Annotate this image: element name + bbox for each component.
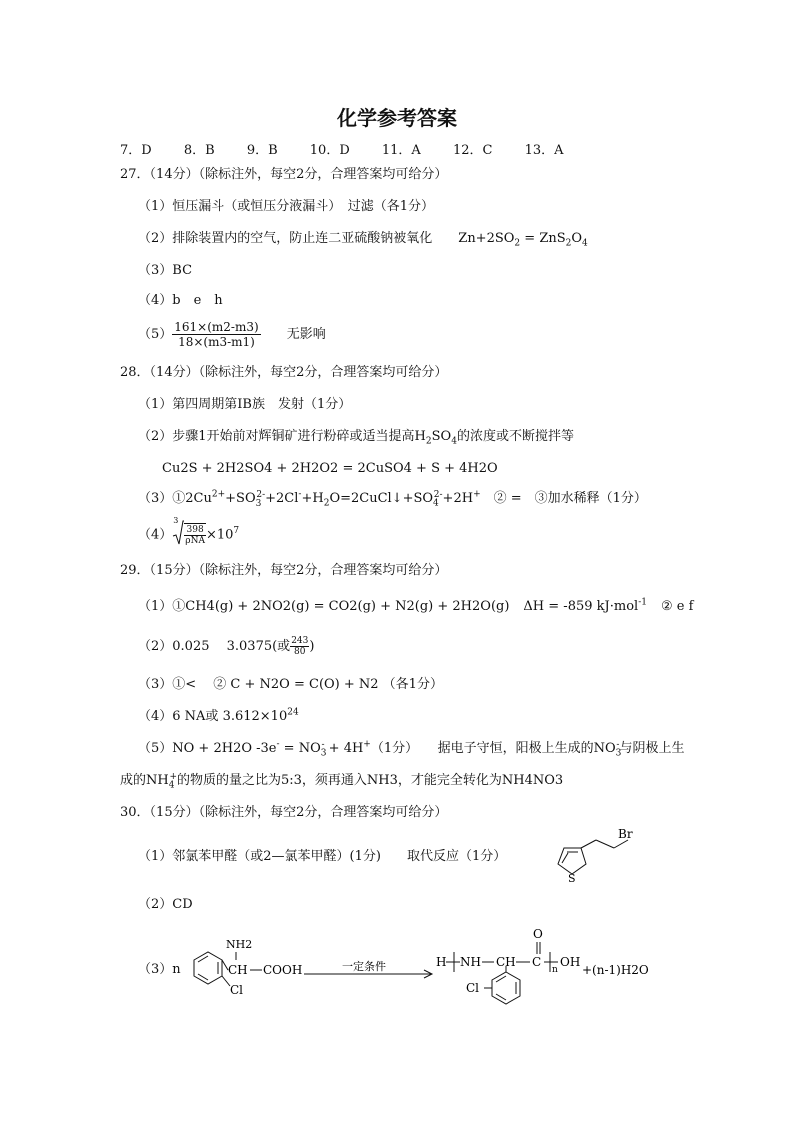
svg-text:CH: CH — [496, 955, 516, 969]
q27-answer-3: （3）BC — [138, 263, 193, 278]
q29-answer-2: （2）0.025 3.0375(或 $\frac{243}{80}$ ) — [138, 636, 315, 657]
q29-answer-1: （1）①CH4(g) + 2NO2(g) = CO2(g) + N2(g) + 2H2O(g) ΔH = -859 kJ·mol$^{-1}$ ② e f — [138, 597, 694, 614]
q30-answer-1: （1）邻氯苯甲醛（或2—氯苯甲醛）(1分) 取代反应（1分） — [138, 849, 507, 864]
svg-text:+(n-1)H2O: +(n-1)H2O — [582, 963, 649, 977]
svg-text:CH: CH — [228, 963, 248, 977]
polymerization-reaction-scheme — [170, 926, 700, 1006]
svg-text:Cl: Cl — [466, 981, 480, 995]
fraction-243-80: $\frac{243}{80}$ — [291, 636, 309, 657]
mc-answer: 11．A — [381, 143, 421, 158]
q27-answer-5: （5） $\frac{161\times(m2-m3)}{18\times(m3-m1)}$ 无影响 — [138, 320, 326, 349]
q27-header: 27．（14分）（除标注外，每空2分，合理答案均可给分） — [120, 167, 448, 182]
multiple-choice-answers — [120, 142, 592, 160]
mc-answer: 12．C — [452, 143, 493, 158]
mass-ratio-fraction: $\frac{161\times(m2-m3)}{18\times(m3-m1)}$ — [174, 320, 259, 349]
svg-text:Br: Br — [618, 827, 633, 841]
q29-answer-5: （5）NO + 2H2O $-3e^- = NO_3^- + 4H^+(1$分） 据电子守恒，阳极上生成的$NO_3^-$与阴极上生 — [138, 739, 685, 759]
q28-answer-2: （2）步骤1开始前对辉铜矿进行粉碎或适当提高$H_2SO_4$的浓度或不断搅拌等 — [138, 429, 574, 447]
svg-text:COOH: COOH — [263, 963, 303, 977]
q30-answer-2: （2）CD — [138, 897, 193, 912]
svg-text:C: C — [532, 955, 542, 969]
cube-root-expression: 3 $\frac{398}{\text{ρNA}}$ — [173, 516, 205, 546]
thiophene-ethyl-bromide-structure — [548, 826, 648, 886]
q28-header: 28．（14分）（除标注外，每空2分，合理答案均可给分） — [120, 365, 448, 380]
svg-text:n: n — [552, 965, 558, 975]
svg-text:NH2: NH2 — [226, 938, 253, 951]
page-title: 化学参考答案 — [337, 106, 457, 130]
svg-text:OH: OH — [560, 955, 581, 969]
q27-answer-1: （1）恒压漏斗（或恒压分液漏斗） 过滤（各1分） — [138, 199, 435, 214]
q27-answer-4: （4）b e h — [138, 293, 223, 308]
q28-answer-1: （1）第四周期第IB族 发射（1分） — [138, 397, 352, 412]
q30-answer-3-label: （3）n — [138, 962, 181, 977]
q30-header: 30．（15分）（除标注外，每空2分，合理答案均可给分） — [120, 805, 448, 820]
q29-answer-4: （4）6 NA或 $3.612\times 10^{24}$ — [138, 707, 299, 724]
svg-text:NH: NH — [460, 955, 481, 969]
q29-answer-5-continued: 成的$NH_4^+$的物质的量之比为5:3，须再通入NH3，才能完全转化为NH4NO3 — [120, 771, 564, 791]
radical-sign-icon — [172, 520, 184, 546]
svg-text:H: H — [436, 955, 447, 969]
mc-answer: 8．B — [183, 143, 215, 158]
q28-equation: Cu2S + 2H2SO4 + 2H2O2 = 2CuSO4 + S + 4H2O — [162, 461, 498, 476]
mc-answer: 10．D — [309, 143, 350, 158]
q28-answer-4: （4） 3 $\frac{398}{\text{ρNA}}$ $\times 10^7$ — [138, 520, 239, 551]
q29-header: 29．（15分）（除标注外，每空2分，合理答案均可给分） — [120, 563, 448, 578]
q28-answer-3: $(3)①2Cu^{2+}+SO_3^{2-}+2Cl^-+H_2O=2CuCl↓+SO_4^{2-}+2H^+$ ② = ③加水稀释（1分） — [138, 489, 647, 509]
mc-answer: 13．A — [524, 143, 564, 158]
mc-answer: 9．B — [246, 143, 278, 158]
svg-text:一定条件: 一定条件 — [342, 960, 386, 973]
q27-answer-2: （2）排除装置内的空气，防止连二亚硫酸钠被氧化 $Zn+2SO_2 = ZnS_2O_4$ — [138, 231, 588, 249]
svg-text:O: O — [533, 927, 543, 941]
svg-text:Cl: Cl — [230, 983, 244, 997]
svg-text:S: S — [568, 872, 576, 885]
mc-answer: 7．D — [120, 143, 152, 158]
q29-answer-3: （3）①< ② C + N2O = C(O) + N2 （各1分） — [138, 677, 443, 692]
